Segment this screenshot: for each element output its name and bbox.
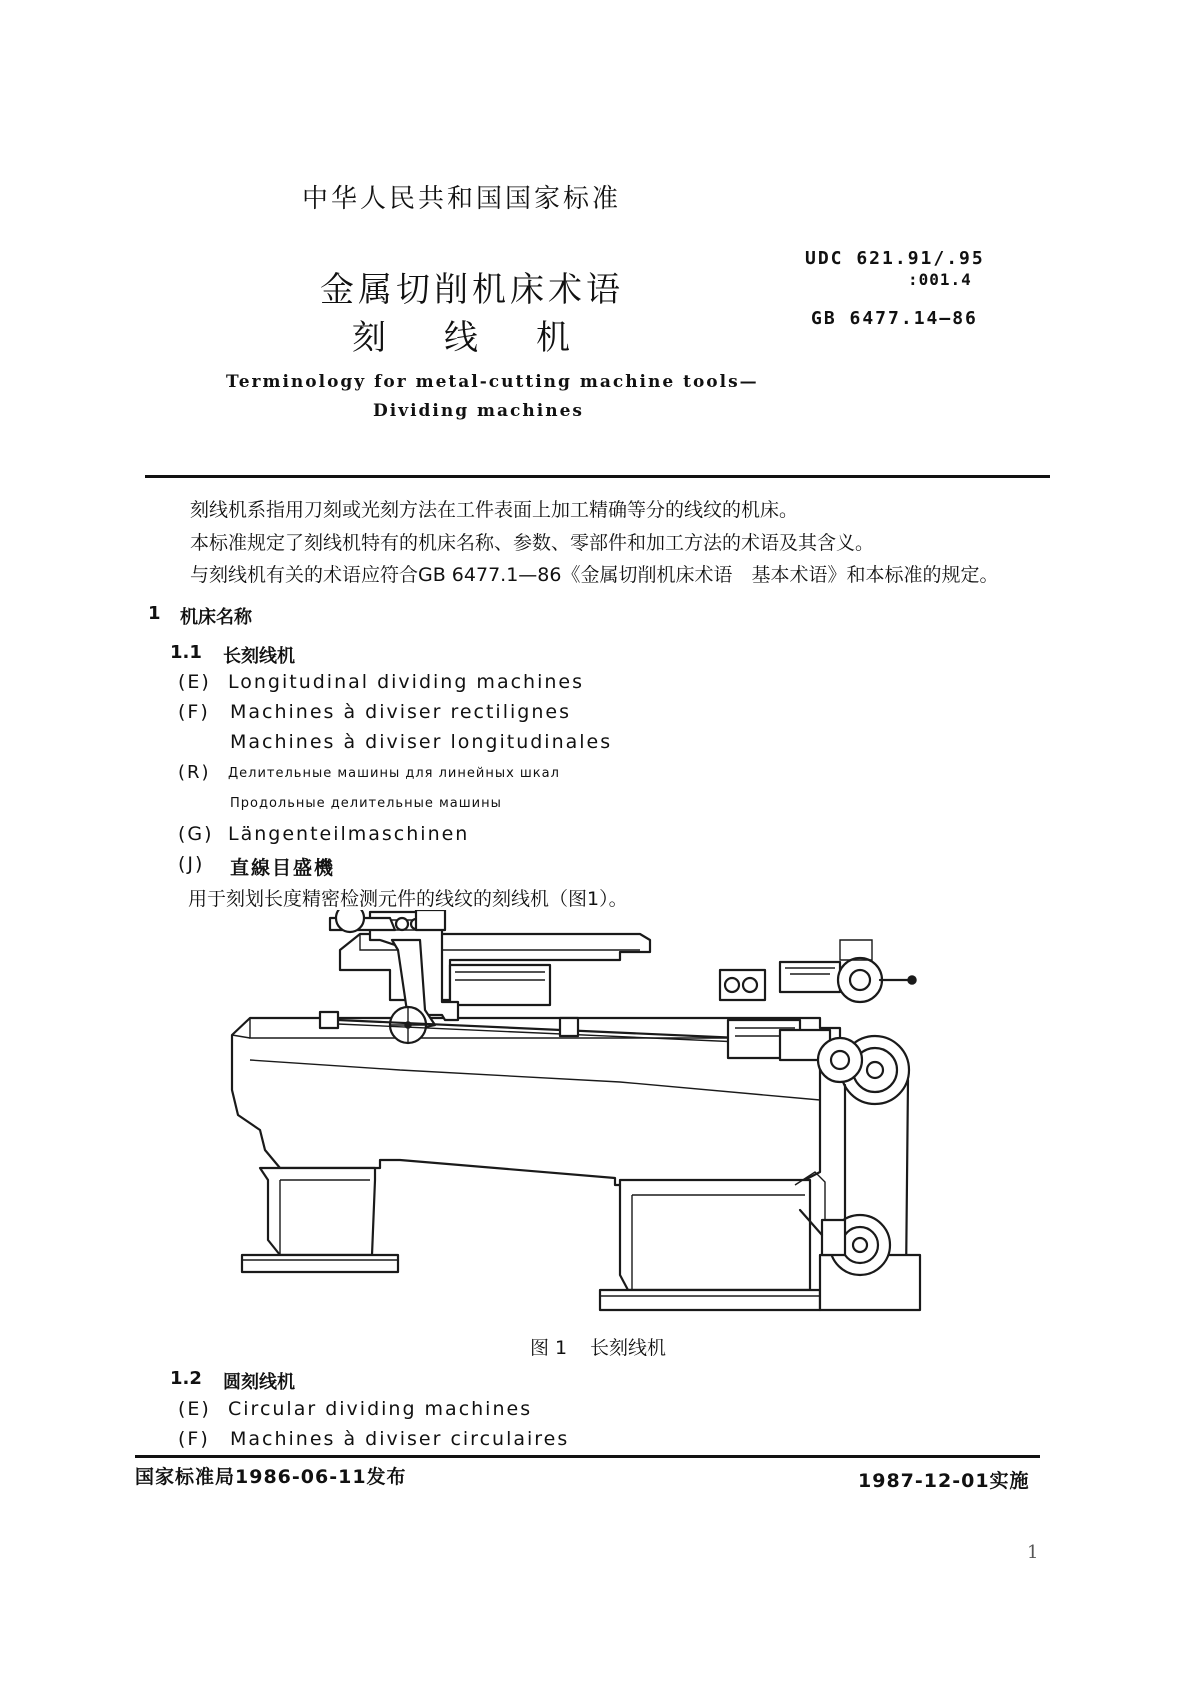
udc-code: UDC 621.91/.95 (805, 248, 985, 269)
right-pedestal (620, 1180, 810, 1290)
intro-paragraph: 本标准规定了刻线机特有的机床名称、参数、零部件和加工方法的术语及其含义。 (190, 532, 875, 554)
page-number: 1 (1027, 1542, 1039, 1563)
header-divider (145, 475, 1050, 478)
longitudinal-dividing-machine-figure (220, 910, 990, 1335)
term-text: Делительные машины для линейных шкал (228, 766, 560, 781)
term-lang-label: (R) (178, 762, 211, 783)
item-title: 长刻线机 (223, 646, 295, 667)
term-text: 直線目盛機 (230, 857, 336, 879)
term-text: Machines à diviser longitudinales (230, 731, 613, 753)
document-subtitle: 刻线机 (352, 318, 628, 358)
term-text: Продольные делительные машины (230, 796, 502, 811)
term-text: Machines à diviser rectilignes (230, 701, 571, 723)
footer-divider (135, 1455, 1040, 1458)
term-lang-label: (J) (178, 853, 205, 875)
gb-standard-number: GB 6477.14—86 (811, 308, 978, 329)
item-number: 1.1 (170, 642, 202, 663)
term-lang-label: (F) (178, 701, 210, 723)
term-lang-label: (E) (178, 1398, 211, 1420)
term-text: Circular dividing machines (228, 1398, 533, 1420)
english-title-line1: Terminology for metal-cutting machine tools— (226, 372, 759, 392)
term-lang-label: (F) (178, 1428, 210, 1450)
english-title-line2: Dividing machines (373, 401, 584, 421)
section-title: 机床名称 (180, 607, 252, 628)
document-title: 金属切削机床术语 (320, 270, 624, 310)
term-definition: 用于刻划长度精密检测元件的线纹的刻线机（图1）。 (188, 888, 628, 910)
national-standard-heading: 中华人民共和国国家标准 (302, 184, 622, 214)
item-title: 圆刻线机 (223, 1372, 295, 1393)
cutting-head-wheel (336, 910, 364, 932)
item-number: 1.2 (170, 1368, 202, 1389)
term-text: Machines à diviser circulaires (230, 1428, 570, 1450)
figure-label: 图 1 (530, 1337, 568, 1359)
intro-paragraph: 与刻线机有关的术语应符合GB 6477.1—86《金属切削机床术语 基本术语》和本标准的规定。 (190, 564, 999, 586)
left-pedestal (260, 1168, 375, 1255)
term-text: Längenteilmaschinen (228, 823, 470, 845)
figure-caption: 长刻线机 (590, 1337, 667, 1359)
intro-paragraph: 刻线机系指用刀刻或光刻方法在工件表面上加工精确等分的线纹的机床。 (190, 499, 799, 521)
udc-code-suffix: :001.4 (908, 270, 972, 289)
term-text: Longitudinal dividing machines (228, 671, 584, 693)
term-lang-label: (G) (178, 823, 214, 845)
term-lang-label: (E) (178, 671, 211, 693)
section-number: 1 (148, 603, 161, 624)
implementation-date: 1987-12-01实施 (858, 1470, 1030, 1492)
publication-date: 国家标准局1986-06-11发布 (135, 1466, 407, 1488)
